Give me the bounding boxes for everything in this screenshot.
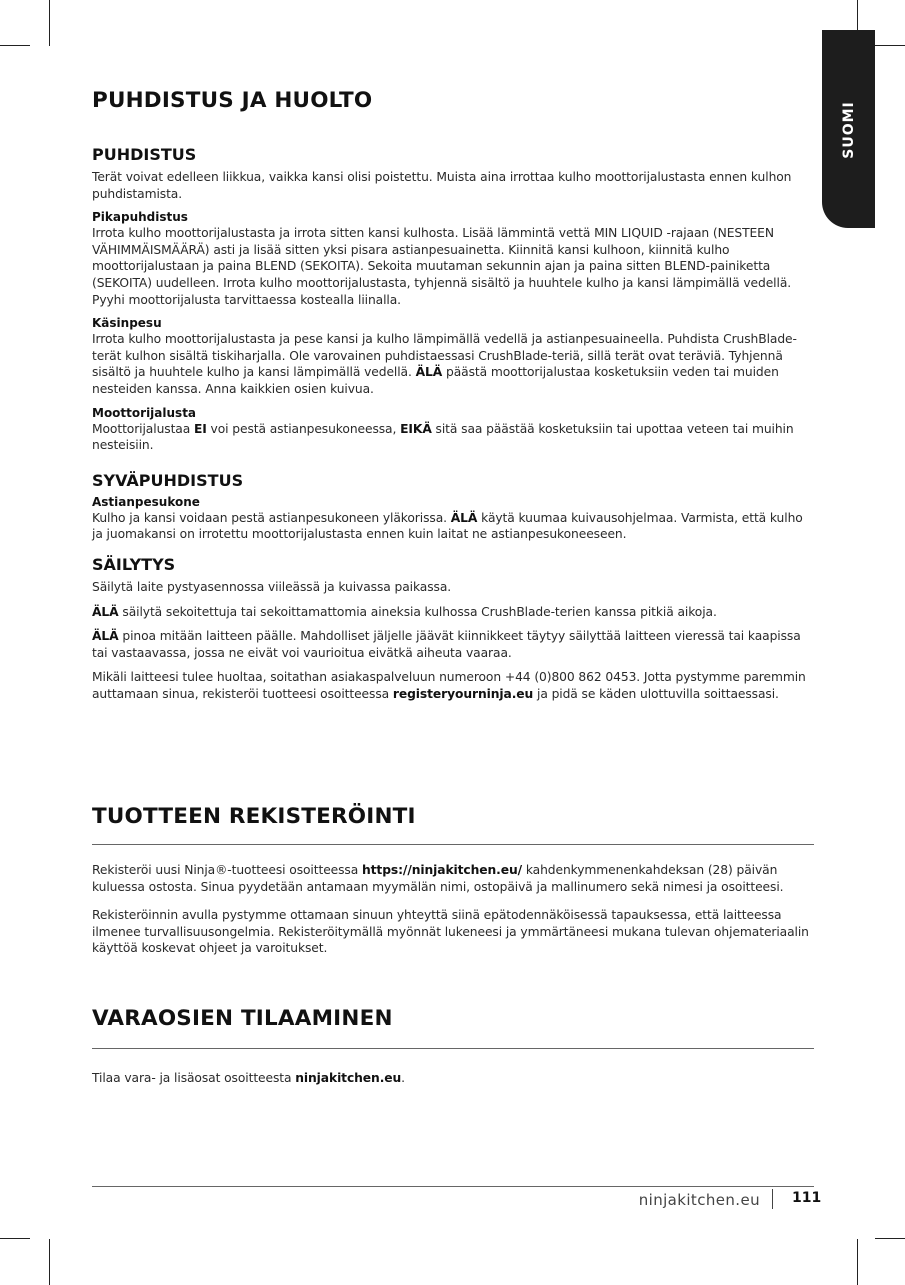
language-tab bbox=[822, 30, 875, 228]
page-title: PUHDISTUS JA HUOLTO bbox=[92, 88, 373, 113]
parts-heading: VARAOSIEN TILAAMINEN bbox=[92, 1006, 393, 1031]
cleaning-intro: Terät voivat edelleen liikkua, vaikka kansi olisi poistettu. Muista aina irrottaa kulho moottorijalustasta ennen kulhon puhdistamista. bbox=[92, 170, 792, 201]
cleaning-heading: PUHDISTUS bbox=[92, 145, 197, 164]
quick-clean-heading: Pikapuhdistus bbox=[92, 210, 188, 225]
page-number: 111 bbox=[792, 1190, 822, 1206]
divider bbox=[92, 844, 814, 845]
parts-section bbox=[92, 1006, 814, 1095]
crop-mark bbox=[875, 45, 905, 46]
crop-mark bbox=[857, 1239, 858, 1285]
motor-base-text: Moottorijalustaa EI voi pestä astianpesukoneessa, EIKÄ sitä saa päästää kosketuksiin tai upottaa veteen tai muihin nesteisiin. bbox=[92, 421, 794, 453]
registration-p2: Rekisteröinnin avulla pystymme ottamaan sinuun yhteyttä siinä epätodennäköisessä tapauksessa, että laitteessa ilmenee turvallisuusongelmia. Rekisteröitymällä myönnät lukeneesi ja ymmärtäneesi mukana tulevan ohjemateriaalin käyttöä koskevat ohjeet ja varoitukset. bbox=[92, 908, 809, 956]
motor-base-heading: Moottorijalusta bbox=[92, 405, 197, 420]
footer-website: ninjakitchen.eu bbox=[638, 1191, 760, 1209]
registration-heading: TUOTTEEN REKISTERÖINTI bbox=[92, 804, 416, 829]
storage-p2: ÄLÄ säilytä sekoitettuja tai sekoittamattomia aineksia kulhossa CrushBlade-terien kanssa pitkiä aikoja. bbox=[92, 604, 717, 619]
crop-mark bbox=[0, 45, 30, 46]
registration-p1: Rekisteröi uusi Ninja®-tuotteesi osoitteessa https://ninjakitchen.eu/ kahdenkymmenenkahdeksan (28) päivän kuluessa ostosta. Sinua pyydetään antamaan myymälän nimi, ostopäivä ja mallinumero sekä nimesi ja osoitteesi. bbox=[92, 863, 784, 894]
hand-wash-text: Irrota kulho moottorijalustasta ja pese kansi ja kulho lämpimällä vedellä ja astianpesuaineella. Puhdista CrushBlade-terät kulhon sisältä tiskiharjalla. Ole varovainen puhdistaessasi CrushBlade-teriä, sillä terät ovat teräviä. Tyhjennä sisältö ja huuhtele kulho ja kansi lämpimällä vedellä. ÄLÄ päästä moottorijalustaa kosketuksiin veden tai muiden nesteiden kanssa. Anna kaikkien osien kuivua. bbox=[92, 332, 797, 396]
dishwasher-text: Kulho ja kansi voidaan pestä astianpesukoneen yläkorissa. ÄLÄ käytä kuumaa kuivausohjelmaa. Varmista, että kulho ja juomakansi on irrotettu moottorijalustasta ennen kuin laitat ne astianpesukoneeseen. bbox=[92, 510, 803, 542]
quick-clean-text: Irrota kulho moottorijalustasta ja irrota sitten kansi kulhosta. Lisää lämmintä vettä MIN LIQUID -rajaan (NESTEEN VÄHIMMÄISMÄÄRÄ) asti ja lisää sitten yksi pisara astianpesuainetta. Kiinnitä kansi kulhoon, kiinnitä kulho moottorijalustaan ja paina BLEND (SEKOITA). Sekoita muutaman sekunnin ajan ja paina sitten BLEND-painiketta (SEKOITA) uudelleen. Irrota kulho moottorijalustasta, tyhjennä sisältö ja huuhtele kulho ja kansi lämpimällä vedellä. Pyyhi moottorijalusta tarvittaessa kostealla liinalla. bbox=[92, 226, 792, 307]
storage-heading: SÄILYTYS bbox=[92, 554, 176, 574]
storage-p4: Mikäli laitteesi tulee huoltaa, soitathan asiakaspalveluun numeroon +44 (0)800 862 0453. Jotta pystymme paremmin auttamaan sinua, rekisteröi tuotteesi osoitteessa registeryourninja.eu ja pidä se käden ulottuvilla soittaessasi. bbox=[92, 670, 806, 701]
language-label: SUOMI bbox=[840, 101, 857, 159]
footer-divider bbox=[92, 1186, 814, 1187]
crop-mark bbox=[875, 1238, 905, 1239]
divider bbox=[92, 1048, 814, 1049]
parts-text: Tilaa vara- ja lisäosat osoitteesta ninjakitchen.eu. bbox=[92, 1071, 405, 1085]
page-content bbox=[92, 88, 814, 710]
crop-mark bbox=[49, 1239, 50, 1285]
dishwasher-heading: Astianpesukone bbox=[92, 494, 200, 509]
footer-separator bbox=[772, 1189, 773, 1209]
deep-clean-heading: SYVÄPUHDISTUS bbox=[92, 470, 244, 490]
ninjakitchen-link[interactable]: ninjakitchen.eu bbox=[295, 1071, 402, 1085]
crop-mark bbox=[49, 0, 50, 46]
ninjakitchen-register-link[interactable]: https://ninjakitchen.eu/ bbox=[361, 863, 523, 877]
storage-p3: ÄLÄ pinoa mitään laitteen päälle. Mahdolliset jäljelle jäävät kiinnikkeet täytyy säilyttää laitteen vieressä tai kaapissa tai vastaavassa, jossa ne eivät voi vaurioitua eivätkä aiheuta vaaraa. bbox=[92, 629, 801, 660]
crop-mark bbox=[0, 1238, 30, 1239]
register-link[interactable]: registeryourninja.eu bbox=[392, 686, 534, 701]
registration-section bbox=[92, 804, 814, 965]
storage-p1: Säilytä laite pystyasennossa viileässä ja kuivassa paikassa. bbox=[92, 579, 452, 594]
hand-wash-heading: Käsinpesu bbox=[92, 316, 162, 331]
